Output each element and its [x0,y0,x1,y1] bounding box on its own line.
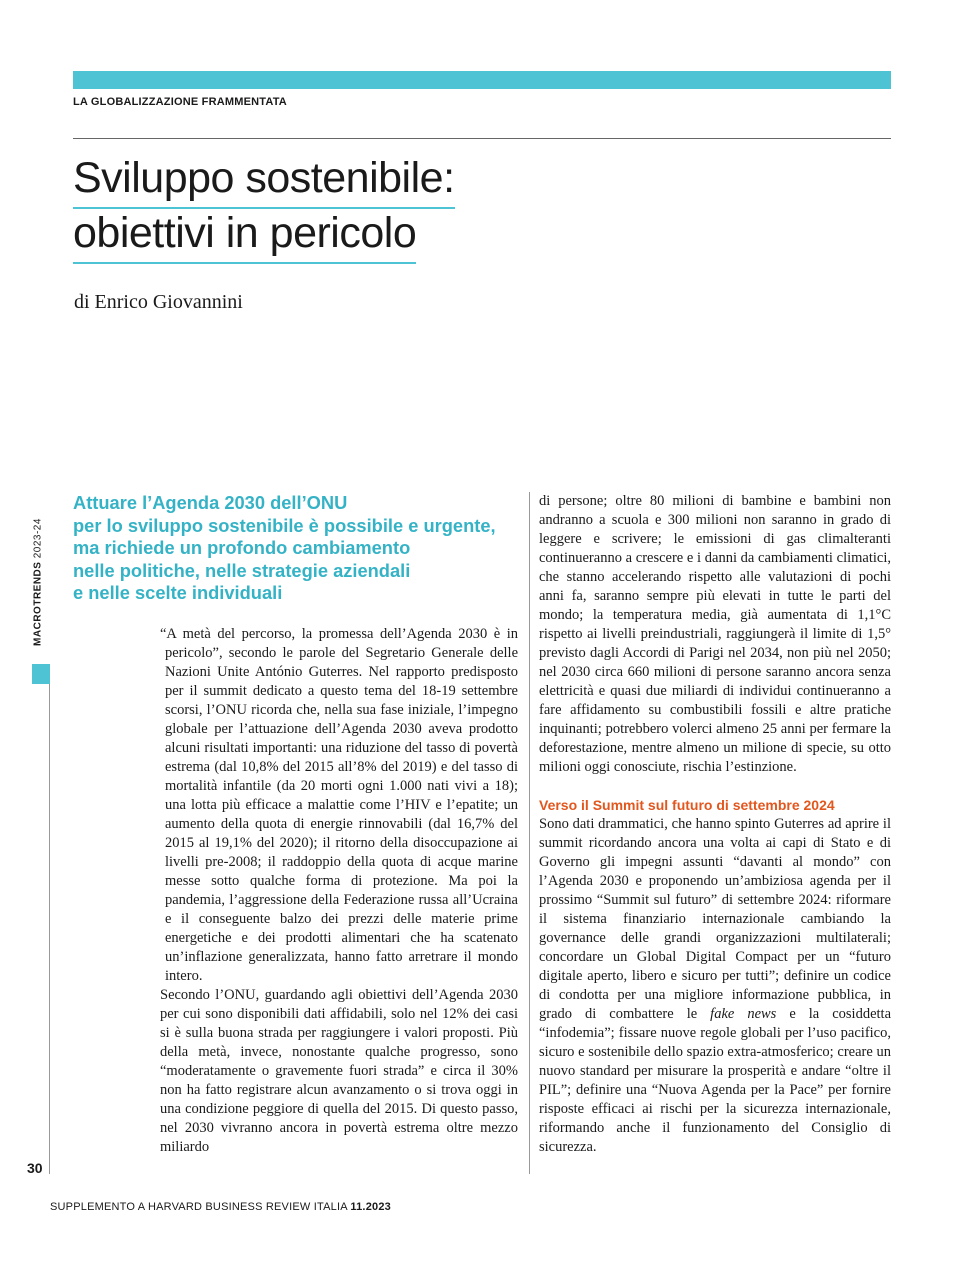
body-text: e la cosiddetta “infodemia”; fissare nuove regole globali per l’uso pacifico, sicuro e sostenibile dello spazio extra-atmosferico; creare un nuovo standard per misurare la prosperità e andare “oltre il PIL”; definire una “Nuova Agenda per la Pace” per fornire risposte efficaci ai rischi per la sicurezza internazionale, riformando anche il funzionamento del Consiglio di sicurezza. [539,1006,892,1155]
series-label [33,518,44,646]
footer-issue: 11.2023 [350,1201,391,1213]
article-title-line-1: Sviluppo sostenibile: [73,157,455,209]
body-paragraph: Secondo l’ONU, guardando agli obiettivi dell’Agenda 2030 per cui sono disponibili dati affidabili, solo nel 12% dei casi si è sulla buona strada per raggiungere i valori proposti. Più della metà, invece, nonostante qualche progresso, sono “moderatamente o gravemente fuori strada” e circa il 30% non ha fatto registrare alcun avanzamento o si trova oggi in una condizione peggiore di quella del 2015. Di questo passo, nel 2030 vivranno ancora in povertà estrema oltre mezzo miliardo [160,987,518,1155]
series-tab [26,500,50,665]
lede-line: ma richiede un profondo cambiamento [73,537,411,559]
footer-publication: SUPPLEMENTO A HARVARD BUSINESS REVIEW ITALIA [50,1201,348,1213]
margin-rule [49,684,50,1174]
section-label: LA GLOBALIZZAZIONE FRAMMENTATA [73,96,287,108]
body-paragraph [539,815,891,1157]
section-subheading: Verso il Summit sul futuro di settembre 2024 [539,797,835,813]
page-footer [50,1201,391,1213]
body-text: Sono dati drammatici, che hanno spinto Guterres ad aprire il summit ricordando ancora una volta ai capi di Stato e di Governo gli impegni assunti “davanti al mondo” con l’Agenda 2030 e proponendo un’ambiziosa agenda per il prossimo “Summit sul futuro” di settembre 2024: riformare il sistema finanziario internazionale cambiando la governance delle grandi organizzazioni multilaterali; concordare un Global Digital Compact per un “futuro digitale aperto, libero e sicuro per tutti”; definire un codice di condotta per una migliore informazione pubblica, in grado di combattere le [539,816,891,1022]
page-number: 30 [27,1160,43,1176]
lede-line: e nelle scelte individuali [73,582,283,604]
series-accent-block [32,664,50,684]
body-paragraph: di persone; oltre 80 milioni di bambine e bambini non andranno a scuola e 300 milioni non saranno in grado di leggere e scrivere; le emissioni di gas climalteranti continueranno a crescere e i danni da cambiamenti climatici, che stanno accelerando rispetto alle valutazioni di pochi anni fa, saranno sempre più elevati in tutte le parti del mondo; la temperatura media, già aumentata di 1,1°C rispetto ai livelli preindustriali, raggiungerà il limite di 1,5° previsto dagli Accordi di Parigi nel 2034, non più nel 2050; nel 2030 circa 660 milioni di persone saranno ancora senza elettricità e quasi due miliardi di individui continueranno a fare affidamento su combustibili fossili e altre pratiche inquinanti; potrebbero volerci almeno 25 anni per fermare la deforestazione, mentre almeno un milione di specie, su otto milioni oggi conosciute, rischia l’estinzione. [539,493,891,775]
header-rule [73,138,891,139]
series-years: 2023-24 [32,518,44,559]
body-emphasis: fake news [710,1006,777,1022]
article-lede [73,492,523,605]
lede-line: Attuare l’Agenda 2030 dell’ONU [73,492,348,513]
header-accent-bar [73,71,891,89]
body-column-right [539,492,891,1157]
lede-line: per lo sviluppo sostenibile è possibile e urgente, [73,514,496,536]
lede-line: nelle politiche, nelle strategie aziendali [73,559,411,581]
series-name: MACROTRENDS [32,561,44,646]
body-paragraph: “A metà del percorso, la promessa dell’Agenda 2030 è in pericolo”, secondo le parole del Segretario Generale delle Nazioni Unite António Guterres. Nel rapporto predisposto per il summit dedicato a questo tema del 18-19 settembre scorsi, l’ONU ricorda che, nella sua fase iniziale, l’impegno globale per l’attuazione dell’Agenda 2030 aveva prodotto alcuni risultati importanti: una riduzione del tasso di povertà estrema (dal 10,8% del 2015 all’8% del 2019) e del tasso di mortalità infantile (da 20 morti ogni 1.000 nati vivi a 18); una lotta più efficace a malattie come l’HIV e l’epatite; un aumento della quota di energie rinnovabili (dal 16,7% del 2015 al 19,1% del 2020); il ritorno della disoccupazione ai livelli pre-2008; il raddoppio della quota di acque marine messe sotto qualche forma di protezione. Ma poi la pandemia, l’aggressione della Federazione russa all’Ucraina e il conseguente balzo dei prezzi delle materie prime energetiche e dei prodotti alimentari che ha scatenato un’inflazione generalizzata, hanno fatto arretrare il mondo intero. [160,626,518,984]
article-title-line-2: obiettivi in pericolo [73,212,416,264]
article-author: di Enrico Giovannini [74,291,243,313]
body-column-left [160,625,518,1157]
column-divider [529,492,530,1174]
